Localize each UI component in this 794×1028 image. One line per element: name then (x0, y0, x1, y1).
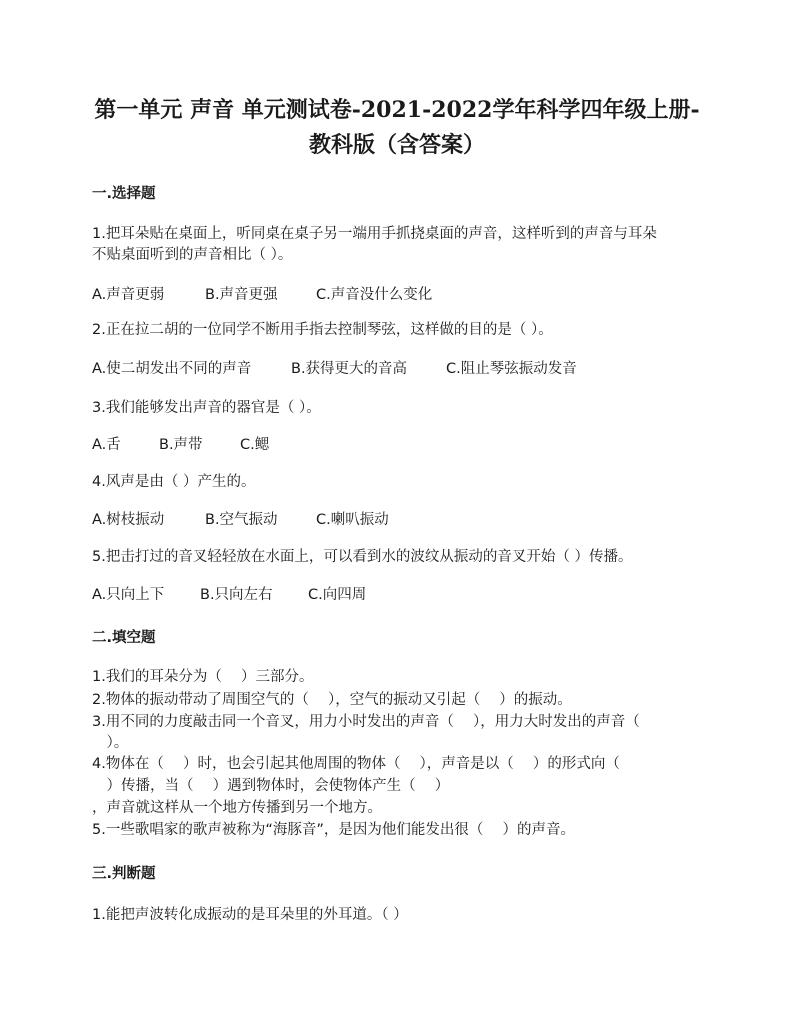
option-row (92, 508, 389, 529)
document-title-line1: 第一单元 声音 单元测试卷-2021-2022学年科学四年级上册- (94, 97, 700, 123)
option-a: A.树枝振动 (92, 512, 165, 528)
option-a: A.使二胡发出不同的声音 (92, 361, 252, 377)
document-title-line2: 教科版（含答案） (308, 132, 485, 158)
question-text: 1.能把声波转化成振动的是耳朵里的外耳道。（ ） (92, 907, 408, 923)
fill-line: 3.用不同的力度敲击同一个音叉，用力小时发出的声音（ ），用力大时发出的声音（ (92, 714, 640, 730)
option-b: B.声音更强 (205, 287, 278, 303)
section-heading-fill: 二.填空题 (92, 630, 156, 646)
fill-line: 5.一些歌唱家的歌声被称为“海豚音”，是因为他们能发出很（ ）的声音。 (92, 822, 575, 838)
section-heading-judge: 三.判断题 (92, 866, 156, 882)
option-c: C.鳃 (240, 437, 270, 453)
option-c: C.喇叭振动 (316, 512, 389, 528)
question-text: 3.我们能够发出声音的器官是（ ）。 (92, 400, 321, 416)
option-row (92, 433, 269, 454)
question-text: 4.风声是由（ ）产生的。 (92, 474, 256, 490)
fill-line: 4.物体在（ ）时，也会引起其他周围的物体（ ），声音是以（ ）的形式向（ (92, 756, 620, 772)
question-text: 5.把击打过的音叉轻轻放在水面上，可以看到水的波纹从振动的音叉开始（ ）传播。 (92, 549, 633, 565)
question-text: 2.正在拉二胡的一位同学不断用手指去控制琴弦，这样做的目的是（ ）。 (92, 322, 553, 338)
option-b: B.空气振动 (205, 512, 278, 528)
question-text: 1.把耳朵贴在桌面上，听同桌在桌子另一端用手抓挠桌面的声音，这样听到的声音与耳朵 (92, 226, 657, 242)
option-row (92, 357, 577, 378)
option-b: B.只向左右 (200, 587, 273, 603)
option-c: C.声音没什么变化 (316, 287, 433, 303)
fill-line: ）传播，当（ ）遇到物体时，会使物体产生（ ） (92, 778, 450, 794)
fill-line: ，声音就这样从一个地方传播到另一个地方。 (92, 800, 382, 816)
option-row (92, 583, 366, 604)
option-c: C.向四周 (308, 587, 367, 603)
option-a: A.舌 (92, 437, 121, 453)
option-a: A.只向上下 (92, 587, 165, 603)
fill-line: 1.我们的耳朵分为（ ）三部分。 (92, 669, 314, 685)
question-text: 不贴桌面听到的声音相比（ ）。 (92, 247, 293, 263)
fill-line: 2.物体的振动带动了周围空气的（ ），空气的振动又引起（ ）的振动。 (92, 692, 572, 708)
option-row (92, 283, 432, 304)
option-b: B.声带 (159, 437, 203, 453)
option-b: B.获得更大的音高 (291, 361, 408, 377)
section-heading-choice: 一.选择题 (92, 186, 156, 202)
option-a: A.声音更弱 (92, 287, 165, 303)
fill-line: ）。 (92, 735, 129, 751)
option-c: C.阻止琴弦振动发音 (446, 361, 577, 377)
